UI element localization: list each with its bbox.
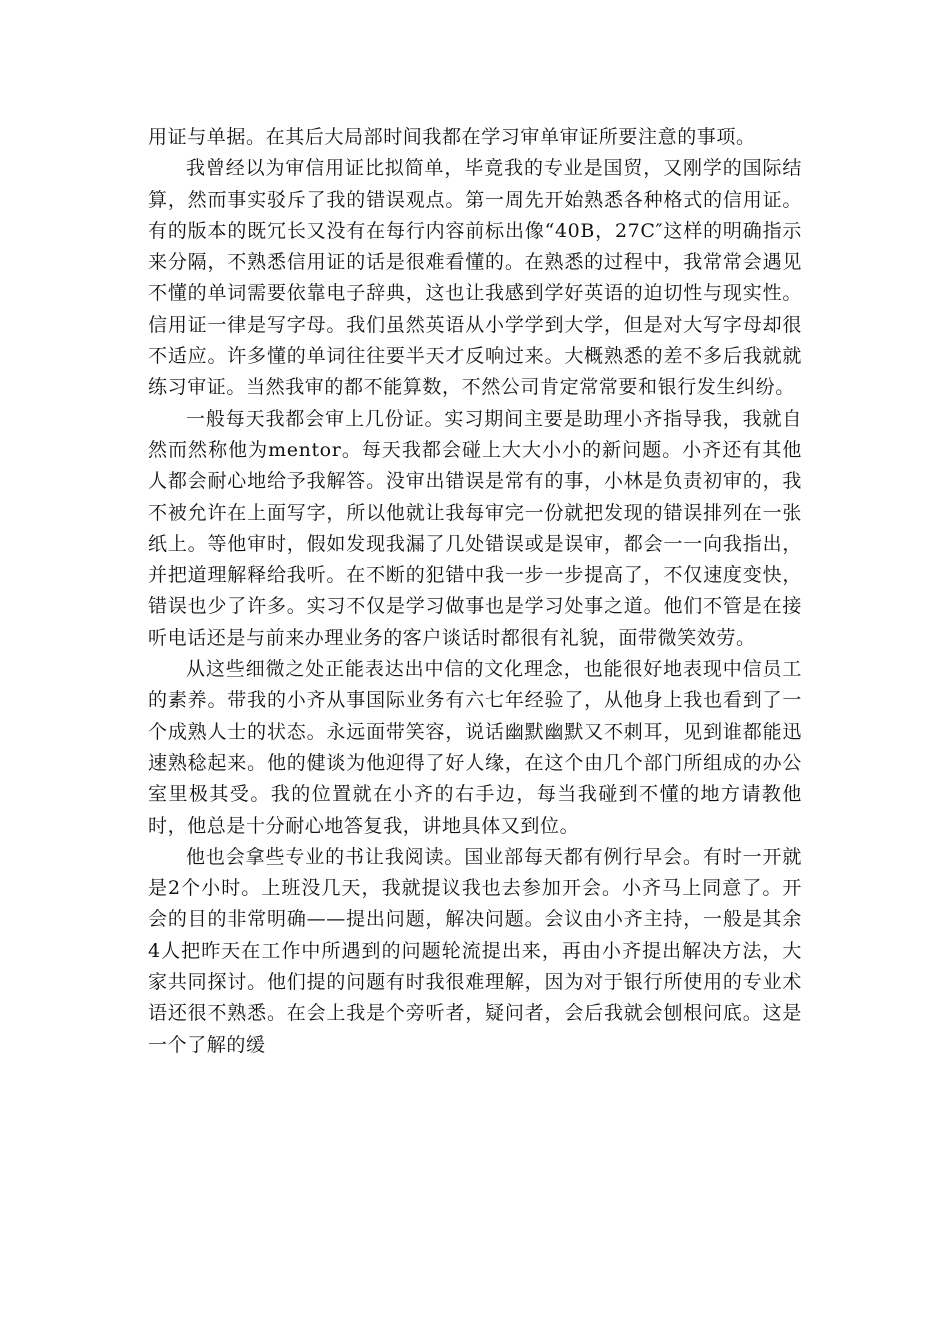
paragraph: 从这些细微之处正能表达出中信的文化理念，也能很好地表现中信员工的素养。带我的小齐从事国际业务有六七年经验了，从他身上我也看到了一个成熟人士的状态。永远面带笑容，说话幽默幽默又不刺耳，见到谁都能迅速熟稔起来。他的健谈为他迎得了好人缘，在这个由几个部门所组成的办公室里极其受。我的位置就在小齐的右手边，每当我碰到不懂的地方请教他时，他总是十分耐心地答复我，讲地具体又到位。	[148, 658, 802, 837]
paragraph: 我曾经以为审信用证比拟简单，毕竟我的专业是国贸，又刚学的国际结算，然而事实驳斥了我的错误观点。第一周先开始熟悉各种格式的信用证。有的版本的既冗长又没有在每行内容前标出像“40B，27C″这样的明确指示来分隔，不熟悉信用证的话是很难看懂的。在熟悉的过程中，我常常会遇见不懂的单词需要依靠电子辞典，这也让我感到学好英语的迫切性与现实性。信用证一律是写字母。我们虽然英语从小学学到大学，但是对大写字母却很不适应。许多懂的单词往往要半天才反响过来。大概熟悉的差不多后我就就练习审证。当然我审的都不能算数，不然公司肯定常常要和银行发生纠纷。	[148, 157, 802, 399]
paragraph: 用证与单据。在其后大局部时间我都在学习审单审证所要注意的事项。	[148, 126, 756, 148]
document-body	[148, 122, 802, 1061]
paragraph: 一般每天我都会审上几份证。实习期间主要是助理小齐指导我，我就自然而然称他为mentor。每天我都会碰上大大小小的新问题。小齐还有其他人都会耐心地给予我解答。没审出错误是常有的事，小林是负责初审的，我不被允许在上面写字，所以他就让我每审完一份就把发现的错误排列在一张纸上。等他审时，假如发现我漏了几处错误或是误审，都会一一向我指出，并把道理解释给我听。在不断的犯错中我一步一步提高了，不仅速度变快，错误也少了许多。实习不仅是学习做事也是学习处事之道。他们不管是在接听电话还是与前来办理业务的客户谈话时都很有礼貌，面带微笑效劳。	[148, 407, 802, 649]
paragraph: 他也会拿些专业的书让我阅读。国业部每天都有例行早会。有时一开就是2个小时。上班没几天，我就提议我也去参加开会。小齐马上同意了。开会的目的非常明确——提出问题，解决问题。会议由小齐主持，一般是其余4人把昨天在工作中所遇到的问题轮流提出来，再由小齐提出解决方法，大家共同探讨。他们提的问题有时我很难理解，因为对于银行所使用的专业术语还很不熟悉。在会上我是个旁听者，疑问者，会后我就会刨根问底。这是一个了解的缓	[148, 845, 802, 1056]
